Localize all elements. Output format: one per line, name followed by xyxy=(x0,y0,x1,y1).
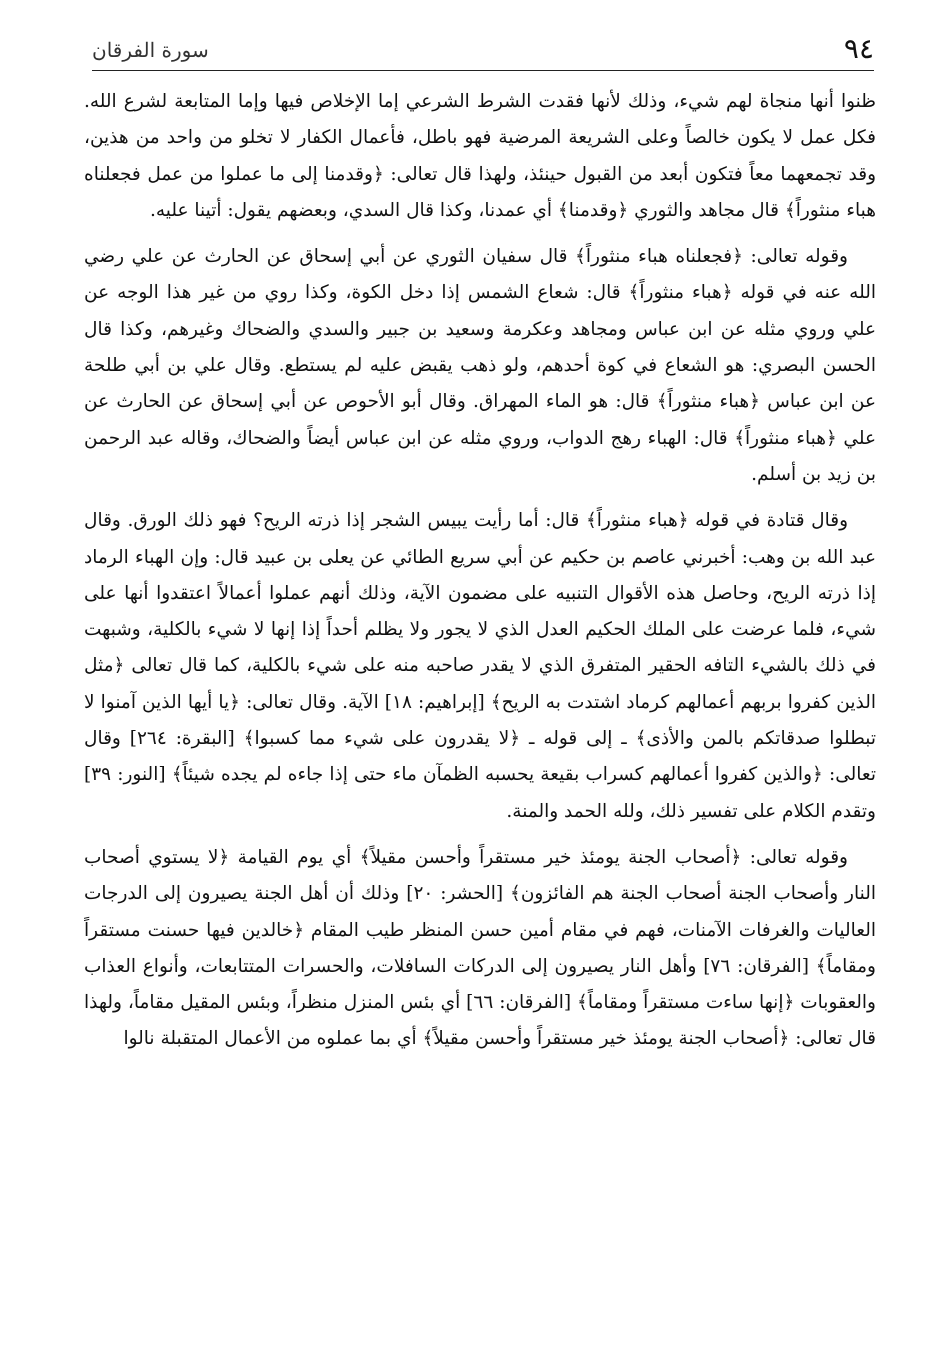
paragraph-2: وقوله تعالى: ﴿فجعلناه هباء منثوراً﴾ قال سفيان الثوري عن أبي إسحاق عن الحارث عن علي رضي الله عنه في قوله ﴿هباء منثوراً﴾ قال: شعاع الشمس إذا دخل الكوة، وكذا روي من غير هذا الوجه عن علي وروي مثله عن ابن عباس ومجاهد وعكرمة وسعيد بن جبير والسدي والضحاك وغيرهم، وكذا قال الحسن البصري: هو الشعاع في كوة أحدهم، ولو ذهب يقبض عليه لم يستطع. وقال علي بن أبي طلحة عن ابن عباس ﴿هباء منثوراً﴾ قال: هو الماء المهراق. وقال أبو الأحوص عن أبي إسحاق عن الحارث عن علي ﴿هباء منثوراً﴾ قال: الهباء رهج الدواب، وروي مثله عن ابن عباس أيضاً والضحاك، وقاله عبد الرحمن بن زيد بن أسلم. xyxy=(84,246,876,485)
paragraph-3: وقال قتادة في قوله ﴿هباء منثوراً﴾ قال: أما رأيت يبيس الشجر إذا ذرته الريح؟ فهو ذلك الورق. وقال عبد الله بن وهب: أخبرني عاصم بن حكيم عن أبي سريع الطائي عن يعلى بن عبيد قال: وإن الهباء الرماد إذا ذرته الريح، وحاصل هذه الأقوال التنبيه على مضمون الآية، وذلك أنهم عملوا أعمالاً اعتقدوا أنها على شيء، فلما عرضت على الملك الحكيم العدل الذي لا يجور ولا يظلم أحداً إذا إنها لا شيء بالكلية، وشبهت في ذلك بالشيء التافه الحقير المتفرق الذي لا يقدر صاحبه منه على شيء بالكلية، كما قال تعالى ﴿مثل الذين كفروا بربهم أعمالهم كرماد اشتدت به الريح﴾ [إبراهيم: ١٨] الآية. وقال تعالى: ﴿يا أيها الذين آمنوا لا تبطلوا صدقاتكم بالمن والأذى﴾ ـ إلى قوله ـ ﴿لا يقدرون على شيء مما كسبوا﴾ [البقرة: ٢٦٤] وقال تعالى: ﴿والذين كفروا أعمالهم كسراب بقيعة يحسبه الظمآن ماء حتى إذا جاءه لم يجده شيئاً﴾ [النور: ٣٩] وتقدم الكلام على تفسير ذلك، ولله الحمد والمنة. xyxy=(84,510,876,822)
paragraph-4: وقوله تعالى: ﴿أصحاب الجنة يومئذ خير مستقراً وأحسن مقيلاً﴾ أي يوم القيامة ﴿لا يستوي أصحاب النار وأصحاب الجنة أصحاب الجنة هم الفائزون﴾ [الحشر: ٢٠] وذلك أن أهل الجنة يصيرون إلى الدرجات العاليات والغرفات الآمنات، فهم في مقام أمين حسن المنظر طيب المقام ﴿خالدين فيها حسنت مستقراً ومقاماً﴾ [الفرقان: ٧٦] وأهل النار يصيرون إلى الدركات السافلات، والحسرات المتتابعات، وأنواع العذاب والعقوبات ﴿إنها ساءت مستقراً ومقاماً﴾ [الفرقان: ٦٦] أي بئس المنزل منظراً، وبئس المقيل مقاماً، ولهذا قال تعالى: ﴿أصحاب الجنة يومئذ خير مستقراً وأحسن مقيلاً﴾ أي بما عملوه من الأعمال المتقبلة نالوا xyxy=(84,846,876,1050)
page-header xyxy=(92,30,874,71)
running-title: سورة الفرقان xyxy=(92,38,209,62)
paragraph-1: ظنوا أنها منجاة لهم شيء، وذلك لأنها فقدت الشرط الشرعي إما الإخلاص فيها وإما المتابعة لشرع الله. فكل عمل لا يكون خالصاً وعلى الشريعة المرضية فهو باطل، فأعمال الكفار لا تخلو من واحد من هذين، وقد تجمعهما معاً فتكون أبعد من القبول حينئذ، ولهذا قال تعالى: ﴿وقدمنا إلى ما عملوا من عمل فجعلناه هباء منثوراً﴾ قال مجاهد والثوري ﴿وقدمنا﴾ أي عمدنا، وكذا قال السدي، وبعضهم يقول: أتينا عليه. xyxy=(84,91,876,221)
page-number: ٩٤ xyxy=(843,32,874,65)
body-text xyxy=(84,84,876,1068)
